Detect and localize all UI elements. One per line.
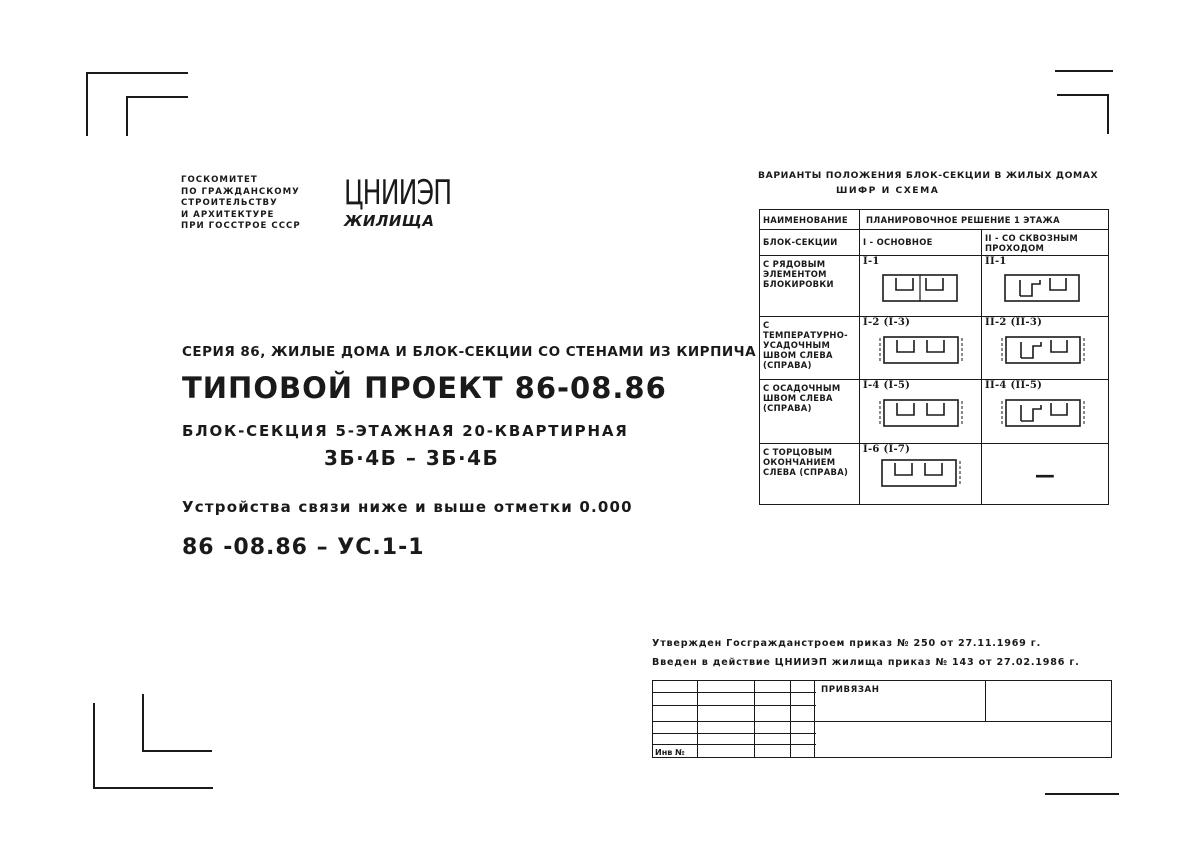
- project-title: ТИПОВОЙ ПРОЕКТ 86-08.86: [182, 371, 667, 405]
- crop-mark-top-right: [1057, 94, 1109, 96]
- crop-mark-bottom-left: [142, 694, 144, 752]
- crop-mark-bottom-left: [93, 703, 95, 789]
- approval-block: [652, 634, 1122, 672]
- plan-cell: [860, 380, 982, 444]
- crop-mark-top-left-inner: [126, 96, 188, 98]
- org-line: И АРХИТЕКТУРЕ: [181, 209, 275, 220]
- crop-mark-top-right: [1055, 70, 1113, 72]
- org-block: [181, 175, 331, 233]
- column-passage: II - СО СКВОЗНЫМ ПРОХОДОМ: [982, 230, 1109, 256]
- crop-mark-top-right: [1107, 94, 1109, 134]
- plan-schematic-passage: [1000, 335, 1086, 365]
- crop-mark-bottom-left: [142, 750, 212, 752]
- variants-subtitle: ШИФР И СХЕМА: [836, 185, 940, 196]
- stamp-label: ПРИВЯЗАН: [821, 685, 880, 695]
- variant-name: С ТОРЦОВЫМ ОКОНЧАНИЕМ СЛЕВА (СПРАВА): [760, 444, 860, 505]
- plan-code: I-6 (I-7): [863, 444, 911, 455]
- stamp-divider: [985, 681, 986, 721]
- devices-line: Устройства связи ниже и выше отметки 0.000: [182, 498, 633, 516]
- org-line: ГОСКОМИТЕТ: [181, 175, 258, 185]
- variant-name: С РЯДОВЫМ ЭЛЕМЕНТОМ БЛОКИРОВКИ: [760, 256, 860, 317]
- header-name-2: БЛОК-СЕКЦИИ: [760, 230, 860, 256]
- plan-schematic-basic: [878, 335, 964, 365]
- plan-cell: [982, 380, 1109, 444]
- section-code: 3Б·4Б – 3Б·4Б: [324, 446, 500, 470]
- logo-top-text: ЦНИИЭП: [344, 173, 452, 213]
- plan-code: I-1: [863, 256, 880, 267]
- org-line: СТРОИТЕЛЬСТВУ: [181, 198, 278, 209]
- plan-schematic-passage: [1004, 274, 1080, 302]
- section-description: БЛОК-СЕКЦИЯ 5-ЭТАЖНАЯ 20-КВАРТИРНАЯ: [182, 422, 629, 440]
- crop-mark-top-left-inner: [126, 96, 128, 136]
- org-line: ПО ГРАЖДАНСКОМУ: [181, 186, 300, 197]
- variant-name: С ОСАДОЧНЫМ ШВОМ СЛЕВА (СПРАВА): [760, 380, 860, 444]
- variant-name: С ТЕМПЕРАТУРНО-УСАДОЧНЫМ ШВОМ СЛЕВА (СПРАВА): [760, 317, 860, 380]
- binding-stamp: [652, 680, 1112, 758]
- plan-code: II-2 (II-3): [985, 317, 1043, 328]
- variant-row: [760, 380, 1109, 444]
- approval-line: Утвержден Госгражданстроем приказ № 250 от 27.11.1969 г.: [652, 638, 1042, 649]
- empty-dash: —: [1034, 463, 1056, 487]
- variants-title: ВАРИАНТЫ ПОЛОЖЕНИЯ БЛОК-СЕКЦИИ В ЖИЛЫХ ДОМАХ: [758, 170, 1099, 181]
- plan-code: I-2 (I-3): [863, 317, 911, 328]
- stamp-row-line: [653, 721, 1111, 722]
- variants-table: [759, 209, 1109, 505]
- institute-logo: [344, 173, 452, 230]
- series-line: СЕРИЯ 86, ЖИЛЫЕ ДОМА И БЛОК-СЕКЦИИ СО СТЕНАМИ ИЗ КИРПИЧА: [182, 344, 757, 360]
- header-name: НАИМЕНОВАНИЕ: [760, 210, 860, 230]
- plan-schematic-passage: [1000, 398, 1086, 428]
- variant-row: [760, 256, 1109, 317]
- plan-schematic-basic: [882, 274, 958, 302]
- crop-mark-bottom-right: [1045, 793, 1119, 795]
- stamp-row-line: [653, 705, 816, 706]
- plan-schematic-basic: [878, 458, 964, 488]
- variants-title-block: [758, 168, 1108, 198]
- crop-mark-top-left-outer: [86, 72, 88, 136]
- plan-code: II-4 (II-5): [985, 380, 1043, 391]
- inventory-label: Инв №: [655, 748, 685, 757]
- stamp-row-line: [653, 744, 816, 745]
- crop-mark-bottom-left: [93, 787, 213, 789]
- plan-cell: [860, 444, 982, 505]
- variant-row: [760, 317, 1109, 380]
- plan-cell: [982, 317, 1109, 380]
- plan-cell: [860, 317, 982, 380]
- plan-cell: [982, 256, 1109, 317]
- stamp-row-line: [653, 692, 816, 693]
- plan-schematic-basic: [878, 398, 964, 428]
- header-plan: ПЛАНИРОВОЧНОЕ РЕШЕНИЕ 1 ЭТАЖА: [860, 210, 1109, 230]
- plan-cell-empty: [982, 444, 1109, 505]
- column-basic: I - ОСНОВНОЕ: [860, 230, 982, 256]
- plan-cell: [860, 256, 982, 317]
- introduction-line: Введен в действие ЦНИИЭП жилища приказ № 143 от 27.02.1986 г.: [652, 657, 1080, 668]
- crop-mark-top-left-outer: [86, 72, 188, 74]
- plan-code: II-1: [985, 256, 1007, 267]
- logo-bottom-text: ЖИЛИЩА: [344, 212, 435, 230]
- stamp-row-line: [653, 733, 816, 734]
- variant-row: [760, 444, 1109, 505]
- document-mark: 86 -08.86 – УС.1-1: [182, 535, 425, 560]
- org-line: ПРИ ГОССТРОЕ СССР: [181, 221, 301, 232]
- plan-code: I-4 (I-5): [863, 380, 911, 391]
